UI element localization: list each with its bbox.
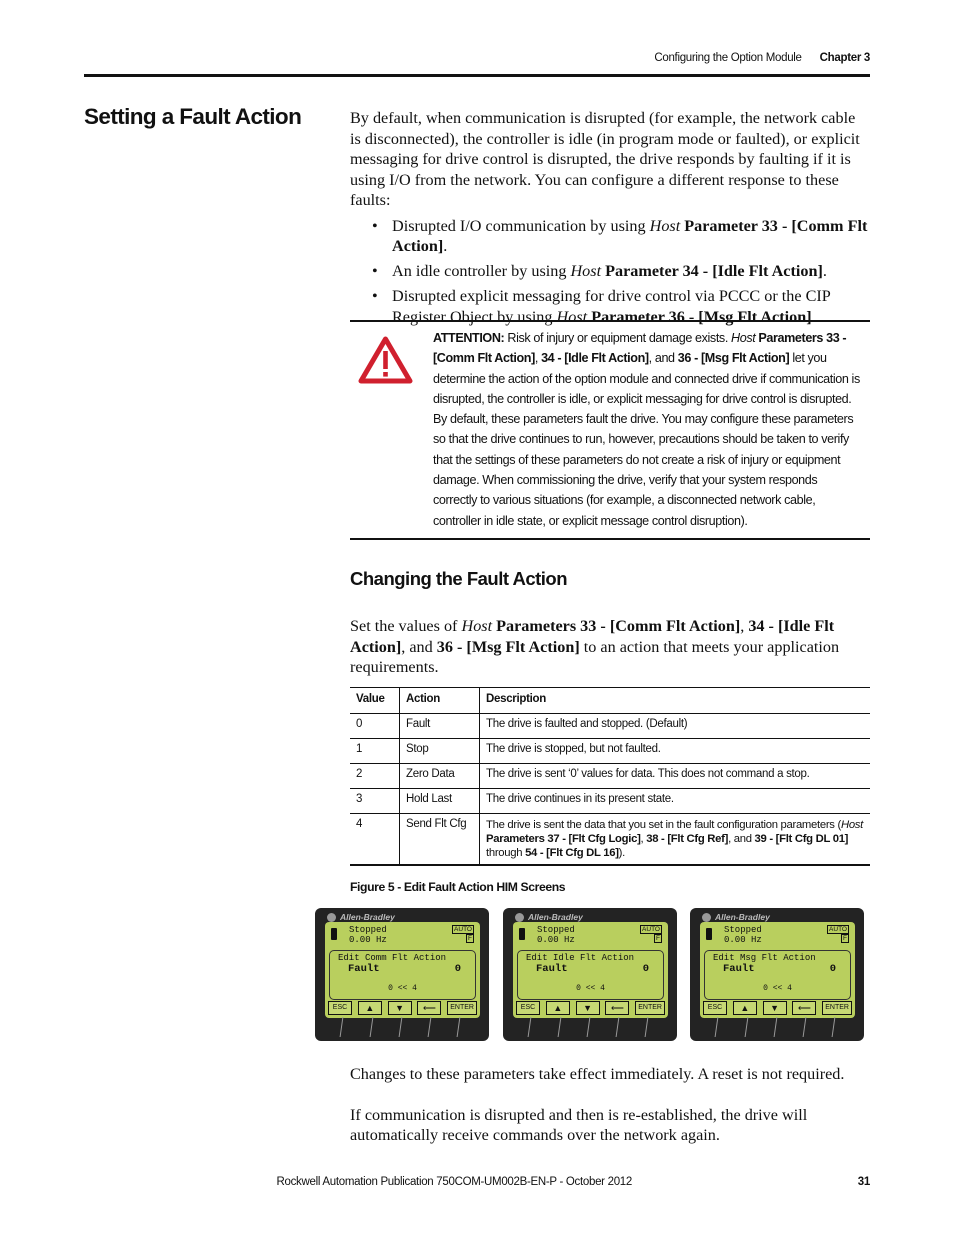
figure-caption: Figure 5 - Edit Fault Action HIM Screens bbox=[350, 880, 566, 894]
him-screen bbox=[690, 908, 864, 1041]
soft-key-row bbox=[703, 1001, 852, 1015]
bullet-item: • Disrupted explicit messaging for drive control via PCCC or the CIP Register Object by using Host Parameter 36 - [Msg Flt Action]. bbox=[350, 286, 870, 327]
table-row bbox=[350, 814, 870, 866]
col-header-action: Action bbox=[400, 688, 480, 714]
edit-panel bbox=[329, 950, 476, 1000]
backspace-key[interactable]: ⟵ bbox=[605, 1001, 629, 1015]
table-row bbox=[350, 714, 870, 739]
down-arrow-key[interactable]: ▼ bbox=[388, 1001, 412, 1015]
warning-triangle-icon bbox=[358, 336, 413, 384]
running-header bbox=[654, 52, 870, 64]
edit-panel bbox=[704, 950, 851, 1000]
down-arrow-key[interactable]: ▼ bbox=[763, 1001, 787, 1015]
bullet-item: • An idle controller by using Host Parameter 34 - [Idle Flt Action]. bbox=[350, 261, 870, 282]
auto-indicator: AUTO bbox=[829, 926, 847, 933]
frequency-text: 0.00 Hz bbox=[724, 935, 762, 945]
edit-value-label: Fault bbox=[348, 963, 380, 975]
up-arrow-key[interactable]: ▲ bbox=[546, 1001, 570, 1015]
section-title: Setting a Fault Action bbox=[84, 104, 302, 129]
cell-action: Hold Last bbox=[400, 789, 480, 814]
edit-panel bbox=[517, 950, 664, 1000]
set-values-paragraph: Set the values of Host Parameters 33 - [Comm Flt Action], 34 - [Idle Flt Action], and 36 - [Msg Flt Action] to an action that meets your application requirements. bbox=[350, 617, 840, 676]
header-section: Configuring the Option Module bbox=[654, 52, 802, 64]
soft-key-row bbox=[328, 1001, 477, 1015]
cell-action: Zero Data bbox=[400, 764, 480, 789]
fault-action-table bbox=[350, 687, 870, 866]
cell-action: Send Flt Cfg bbox=[400, 814, 480, 866]
cell-action: Fault bbox=[400, 714, 480, 739]
set-values-block bbox=[350, 616, 870, 678]
cell-description: The drive is sent ‘0’ values for data. This does not command a stop. bbox=[480, 764, 871, 789]
header-rule bbox=[84, 74, 870, 77]
ab-logo-icon bbox=[515, 913, 524, 922]
backspace-key[interactable]: ⟵ bbox=[792, 1001, 816, 1015]
col-header-description: Description bbox=[480, 688, 871, 714]
lcd-display bbox=[700, 922, 855, 1018]
key-pointer-lines bbox=[513, 1015, 667, 1037]
status-led-icon bbox=[706, 928, 712, 940]
edit-range: 0 << 4 bbox=[388, 984, 417, 993]
key-pointer-lines bbox=[325, 1015, 479, 1037]
status-text: Stopped bbox=[537, 925, 575, 935]
cell-description: The drive continues in its present state. bbox=[480, 789, 871, 814]
up-arrow-key[interactable]: ▲ bbox=[733, 1001, 757, 1015]
him-screen bbox=[503, 908, 677, 1041]
closing-paragraph-2: If communication is disrupted and then is re-established, the drive will automatically receive commands over the network again. bbox=[350, 1105, 808, 1144]
soft-key-row bbox=[516, 1001, 665, 1015]
auto-indicator: AUTO bbox=[642, 926, 660, 933]
cell-value: 0 bbox=[350, 714, 400, 739]
cell-value: 2 bbox=[350, 764, 400, 789]
ab-logo-icon bbox=[327, 913, 336, 922]
attention-text: ATTENTION: Risk of injury or equipment damage exists. Host Parameters 33 - [Comm Flt Action], 34 - [Idle Flt Action], and 36 - [Msg Flt Action] let you determine the action of the option module and connected drive if communication is disrupted, the controller is idle, or explicit messaging for drive control is disrupted. By default, these parameters fault the drive. You may configure these parameters so that the drive continues to run, however, precautions should be taken to verify that the settings of these parameters do not create a risk of injury or equipment damage. When commissioning the drive, verify that your system responds correctly to various situations (for example, a disconnected network cable, controller in idle state, or explicit message control disruption). bbox=[433, 331, 860, 528]
backspace-key[interactable]: ⟵ bbox=[417, 1001, 441, 1015]
cell-value: 1 bbox=[350, 739, 400, 764]
cell-description: The drive is stopped, but not faulted. bbox=[480, 739, 871, 764]
table-row bbox=[350, 739, 870, 764]
subsection-title: Changing the Fault Action bbox=[350, 568, 568, 589]
table-header-row bbox=[350, 688, 870, 714]
intro-block bbox=[350, 108, 870, 332]
auto-indicator: AUTO bbox=[454, 926, 472, 933]
intro-paragraph: By default, when communication is disrupted (for example, the network cable is disconnected), the controller is idle (in program mode or faulted), or explicit messaging for drive control is disrupted, the drive responds by faulting if it is using I/O from the network. You can configure a different response to these faults: bbox=[350, 109, 860, 209]
closing-block bbox=[350, 1064, 870, 1146]
lcd-display bbox=[513, 922, 668, 1018]
key-pointer-lines bbox=[700, 1015, 854, 1037]
table-row bbox=[350, 764, 870, 789]
edit-title: Edit Idle Flt Action bbox=[526, 953, 635, 963]
attention-box bbox=[350, 320, 870, 540]
mode-indicator: F bbox=[656, 935, 660, 942]
edit-title: Edit Msg Flt Action bbox=[713, 953, 816, 963]
mode-indicator: F bbox=[468, 935, 472, 942]
up-arrow-key[interactable]: ▲ bbox=[358, 1001, 382, 1015]
esc-key[interactable]: ESC bbox=[516, 1001, 540, 1015]
lcd-display bbox=[325, 922, 480, 1018]
mode-indicator: F bbox=[843, 935, 847, 942]
publication-info: Rockwell Automation Publication 750COM-UM002B-EN-P - October 2012 bbox=[276, 1176, 632, 1188]
cell-value: 3 bbox=[350, 789, 400, 814]
edit-range: 0 << 4 bbox=[763, 984, 792, 993]
table-row bbox=[350, 789, 870, 814]
esc-key[interactable]: ESC bbox=[703, 1001, 727, 1015]
cell-value: 4 bbox=[350, 814, 400, 866]
edit-value-number: 0 bbox=[454, 963, 461, 975]
status-text: Stopped bbox=[724, 925, 762, 935]
status-led-icon bbox=[519, 928, 525, 940]
cell-action: Stop bbox=[400, 739, 480, 764]
brand-logo: Allen-Bradley bbox=[515, 912, 583, 922]
edit-value-label: Fault bbox=[536, 963, 568, 975]
brand-logo: Allen-Bradley bbox=[702, 912, 770, 922]
enter-key[interactable]: ENTER bbox=[822, 1001, 852, 1015]
brand-logo: Allen-Bradley bbox=[327, 912, 395, 922]
frequency-text: 0.00 Hz bbox=[349, 935, 387, 945]
bullet-item: • Disrupted I/O communication by using Host Parameter 33 - [Comm Flt Action]. bbox=[350, 216, 870, 257]
closing-paragraph-1: Changes to these parameters take effect immediately. A reset is not required. bbox=[350, 1065, 845, 1083]
edit-title: Edit Comm Flt Action bbox=[338, 953, 447, 963]
frequency-text: 0.00 Hz bbox=[537, 935, 575, 945]
cell-description: The drive is faulted and stopped. (Default) bbox=[480, 714, 871, 739]
fault-bullet-list bbox=[350, 216, 870, 328]
header-chapter: Chapter 3 bbox=[819, 52, 870, 64]
edit-value-number: 0 bbox=[829, 963, 836, 975]
page-number: 31 bbox=[857, 1176, 870, 1188]
esc-key[interactable]: ESC bbox=[328, 1001, 352, 1015]
status-led-icon bbox=[331, 928, 337, 940]
col-header-value: Value bbox=[350, 688, 400, 714]
status-text: Stopped bbox=[349, 925, 387, 935]
edit-value-label: Fault bbox=[723, 963, 755, 975]
ab-logo-icon bbox=[702, 913, 711, 922]
enter-key[interactable]: ENTER bbox=[447, 1001, 477, 1015]
edit-value-number: 0 bbox=[642, 963, 649, 975]
down-arrow-key[interactable]: ▼ bbox=[576, 1001, 600, 1015]
cell-description: The drive is sent the data that you set in the fault configuration parameters (Host Parameters 37 - [Flt Cfg Logic], 38 - [Flt Cfg Ref], and 39 - [Flt Cfg DL 01] through 54 - [Flt Cfg DL 16]). bbox=[480, 814, 871, 866]
enter-key[interactable]: ENTER bbox=[635, 1001, 665, 1015]
edit-range: 0 << 4 bbox=[576, 984, 605, 993]
him-screen bbox=[315, 908, 489, 1041]
